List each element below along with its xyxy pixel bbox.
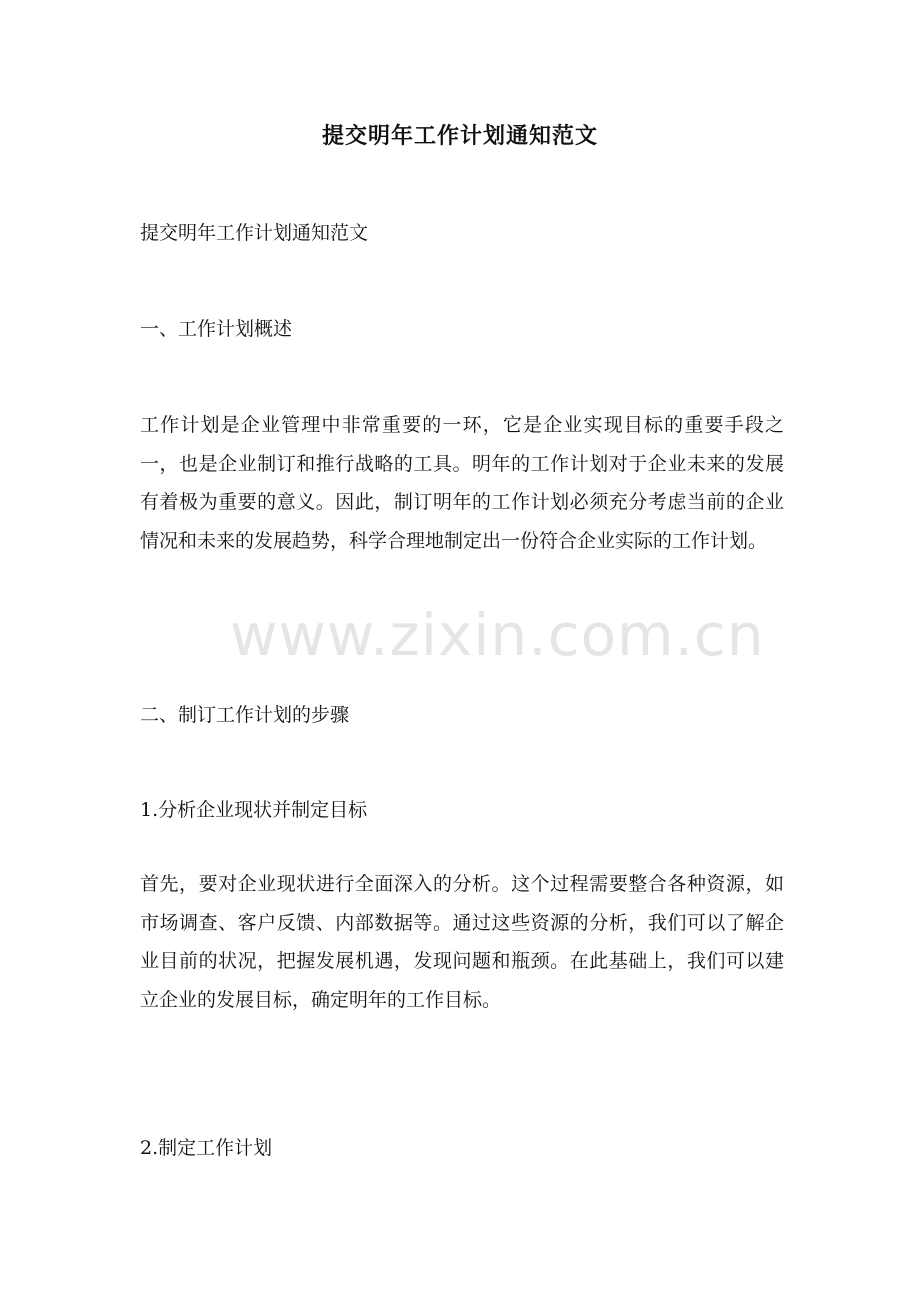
watermark: www.zixin.com.cn <box>230 601 765 669</box>
step-heading-plan: 2.制定工作计划 <box>140 1137 273 1159</box>
paragraph-analyze: 首先，要对企业现状进行全面深入的分析。这个过程需要整合各种资源，如市场调查、客户反馈、内部数据等。通过这些资源的分析，我们可以了解企业目前的状况，把握发展机遇，发现问题和瓶颈。在此基础上，我们可以建立企业的发展目标，确定明年的工作目标。 <box>140 873 784 1011</box>
document-title: 提交明年工作计划通知范文 <box>321 123 598 149</box>
section-heading-overview: 一、工作计划概述 <box>140 318 293 340</box>
paragraph-overview: 工作计划是企业管理中非常重要的一环，它是企业实现目标的重要手段之一，也是企业制订和推行战略的工具。明年的工作计划对于企业未来的发展有着极为重要的意义。因此，制订明年的工作计划必须充分考虑当前的企业情况和未来的发展趋势，科学合理地制定出一份符合企业实际的工作计划。 <box>140 414 784 552</box>
section-heading-steps: 二、制订工作计划的步骤 <box>140 704 350 726</box>
step-heading-analyze: 1.分析企业现状并制定目标 <box>140 799 368 821</box>
document-subtitle: 提交明年工作计划通知范文 <box>140 222 369 244</box>
